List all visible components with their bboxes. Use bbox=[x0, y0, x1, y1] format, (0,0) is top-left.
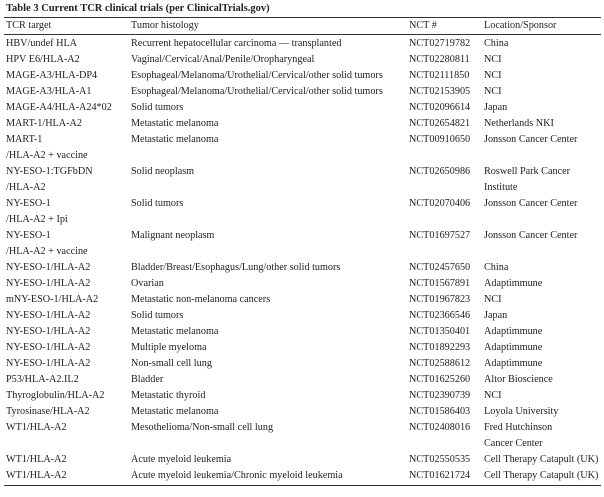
cell-tumor-histology: Metastatic thyroid bbox=[131, 390, 206, 401]
cell-nct-number: NCT01350401 bbox=[409, 326, 471, 337]
cell-tumor-histology bbox=[129, 436, 407, 452]
table-row bbox=[4, 324, 601, 340]
cell-tumor-histology: Metastatic non-melanoma cancers bbox=[131, 294, 271, 305]
cell-tcr-target: /HLA-A2 + Ipi bbox=[6, 214, 68, 225]
cell-nct-number: NCT02111850 bbox=[409, 70, 470, 81]
tcr-trials-table bbox=[4, 18, 601, 484]
cell-location-sponsor: NCI bbox=[484, 294, 502, 305]
table-row bbox=[4, 180, 601, 196]
cell-tcr-target: WT1/HLA-A2 bbox=[6, 470, 67, 481]
cell-tcr-target: WT1/HLA-A2 bbox=[6, 422, 67, 433]
cell-location-sponsor: Adaptimmune bbox=[484, 278, 543, 289]
table-row bbox=[4, 244, 601, 260]
cell-tcr-target: NY-ESO-1:TGFbDN bbox=[6, 166, 93, 177]
cell-tumor-histology: Mesothelioma/Non-small cell lung bbox=[131, 422, 274, 433]
table-row bbox=[4, 164, 601, 180]
column-header-tumor-histology: Tumor histology bbox=[129, 18, 407, 35]
cell-nct-number: NCT01892293 bbox=[409, 342, 471, 353]
cell-location-sponsor: NCI bbox=[484, 54, 502, 65]
cell-nct-number bbox=[407, 436, 482, 452]
cell-nct-number bbox=[407, 148, 482, 164]
cell-nct-number: NCT02588612 bbox=[409, 358, 471, 369]
table-row bbox=[4, 404, 601, 420]
cell-tcr-target: MART-1 bbox=[6, 134, 43, 145]
cell-location-sponsor: NCI bbox=[484, 390, 502, 401]
cell-location-sponsor: Japan bbox=[484, 310, 508, 321]
table-row bbox=[4, 52, 601, 68]
cell-location-sponsor: NCI bbox=[484, 70, 502, 81]
cell-tumor-histology: Esophageal/Melanoma/Urothelial/Cervical/other solid tumors bbox=[131, 70, 383, 81]
table-row bbox=[4, 308, 601, 324]
cell-tcr-target: mNY-ESO-1/HLA-A2 bbox=[6, 294, 99, 305]
table-row bbox=[4, 68, 601, 84]
cell-nct-number: NCT02366546 bbox=[409, 310, 471, 321]
cell-nct-number: NCT01697527 bbox=[409, 230, 471, 241]
table-body bbox=[4, 35, 601, 485]
cell-nct-number bbox=[407, 212, 482, 228]
table-row bbox=[4, 356, 601, 372]
cell-location-sponsor: Jonsson Cancer Center bbox=[484, 230, 578, 241]
table-caption: Table 3 Current TCR clinical trials (per ClinicalTrials.gov) bbox=[6, 3, 270, 14]
cell-location-sponsor bbox=[482, 148, 601, 164]
cell-tcr-target: MAGE-A3/HLA-A1 bbox=[6, 86, 92, 97]
cell-nct-number: NCT01586403 bbox=[409, 406, 471, 417]
table-row bbox=[4, 212, 601, 228]
cell-tcr-target: Thyroglobulin/HLA-A2 bbox=[6, 390, 105, 401]
cell-nct-number: NCT01567891 bbox=[409, 278, 471, 289]
cell-tcr-target: P53/HLA-A2.IL2 bbox=[6, 374, 79, 385]
table-row bbox=[4, 340, 601, 356]
cell-tcr-target: WT1/HLA-A2 bbox=[6, 454, 67, 465]
cell-nct-number: NCT00910650 bbox=[409, 134, 471, 145]
table-row bbox=[4, 292, 601, 308]
cell-location-sponsor: Adaptimmune bbox=[484, 326, 543, 337]
cell-tcr-target: Tyrosinase/HLA-A2 bbox=[6, 406, 90, 417]
cell-nct-number: NCT02280811 bbox=[409, 54, 470, 65]
cell-location-sponsor: Jonsson Cancer Center bbox=[484, 134, 578, 145]
cell-tumor-histology: Solid tumors bbox=[131, 310, 184, 321]
column-header-location-sponsor: Location/Sponsor bbox=[482, 18, 601, 35]
cell-tcr-target: NY-ESO-1 bbox=[6, 198, 51, 209]
cell-location-sponsor: Jonsson Cancer Center bbox=[484, 198, 578, 209]
cell-nct-number: NCT02070406 bbox=[409, 198, 471, 209]
cell-location-sponsor bbox=[482, 244, 601, 260]
cell-tumor-histology: Bladder bbox=[131, 374, 164, 385]
cell-nct-number: NCT02457650 bbox=[409, 262, 471, 273]
table-row bbox=[4, 228, 601, 244]
table-row bbox=[4, 436, 601, 452]
table-header-row bbox=[4, 18, 601, 35]
cell-tcr-target: NY-ESO-1/HLA-A2 bbox=[6, 310, 91, 321]
bottom-rule bbox=[4, 485, 601, 486]
cell-nct-number: NCT02390739 bbox=[409, 390, 471, 401]
cell-tcr-target: NY-ESO-1/HLA-A2 bbox=[6, 262, 91, 273]
cell-tumor-histology: Solid neoplasm bbox=[131, 166, 195, 177]
table-row bbox=[4, 132, 601, 148]
cell-location-sponsor: Netherlands NKI bbox=[484, 118, 554, 129]
cell-location-sponsor bbox=[482, 212, 601, 228]
cell-tumor-histology: Acute myeloid leukemia/Chronic myeloid leukemia bbox=[131, 470, 343, 481]
table-row bbox=[4, 35, 601, 53]
cell-tcr-target: HBV/undef HLA bbox=[6, 38, 78, 49]
table-row bbox=[4, 452, 601, 468]
cell-nct-number: NCT01621724 bbox=[409, 470, 471, 481]
cell-nct-number: NCT02153905 bbox=[409, 86, 471, 97]
cell-tumor-histology bbox=[129, 148, 407, 164]
cell-nct-number: NCT02096614 bbox=[409, 102, 471, 113]
cell-tumor-histology: Acute myeloid leukemia bbox=[131, 454, 232, 465]
cell-tcr-target: MART-1/HLA-A2 bbox=[6, 118, 82, 129]
cell-location-sponsor: Institute bbox=[484, 182, 518, 193]
cell-location-sponsor: Cell Therapy Catapult (UK) bbox=[484, 470, 599, 481]
cell-tcr-target: NY-ESO-1/HLA-A2 bbox=[6, 326, 91, 337]
cell-location-sponsor: Roswell Park Cancer bbox=[484, 166, 571, 177]
cell-location-sponsor: NCI bbox=[484, 86, 502, 97]
cell-nct-number: NCT02654821 bbox=[409, 118, 471, 129]
cell-nct-number: NCT02408016 bbox=[409, 422, 471, 433]
cell-nct-number: NCT02550535 bbox=[409, 454, 471, 465]
cell-location-sponsor: China bbox=[484, 262, 509, 273]
cell-tumor-histology: Metastatic melanoma bbox=[131, 118, 219, 129]
cell-tumor-histology: Bladder/Breast/Esophagus/Lung/other solid tumors bbox=[131, 262, 341, 273]
cell-location-sponsor: Cancer Center bbox=[484, 438, 543, 449]
table-row bbox=[4, 372, 601, 388]
cell-nct-number bbox=[407, 244, 482, 260]
cell-tumor-histology: Ovarian bbox=[131, 278, 164, 289]
table-row bbox=[4, 148, 601, 164]
cell-tumor-histology: Malignant neoplasm bbox=[131, 230, 215, 241]
table-row bbox=[4, 468, 601, 484]
cell-nct-number: NCT01625260 bbox=[409, 374, 471, 385]
cell-nct-number: NCT02650986 bbox=[409, 166, 471, 177]
cell-tumor-histology: Solid tumors bbox=[131, 198, 184, 209]
cell-tcr-target: /HLA-A2 + vaccine bbox=[6, 150, 88, 161]
table-row bbox=[4, 84, 601, 100]
cell-location-sponsor: Loyola University bbox=[484, 406, 559, 417]
cell-tcr-target: HPV E6/HLA-A2 bbox=[6, 54, 80, 65]
table-row bbox=[4, 260, 601, 276]
cell-tumor-histology: Metastatic melanoma bbox=[131, 134, 219, 145]
table-row bbox=[4, 420, 601, 436]
cell-tcr-target: /HLA-A2 bbox=[6, 182, 46, 193]
cell-tumor-histology bbox=[129, 180, 407, 196]
table-row bbox=[4, 100, 601, 116]
table-row bbox=[4, 196, 601, 212]
cell-tcr-target: NY-ESO-1/HLA-A2 bbox=[6, 342, 91, 353]
cell-tumor-histology: Non-small cell lung bbox=[131, 358, 212, 369]
cell-tcr-target: MAGE-A3/HLA-DP4 bbox=[6, 70, 98, 81]
table-row bbox=[4, 116, 601, 132]
cell-nct-number: NCT02719782 bbox=[409, 38, 471, 49]
cell-tumor-histology: Multiple myeloma bbox=[131, 342, 207, 353]
cell-tumor-histology: Vaginal/Cervical/Anal/Penile/Oropharyngeal bbox=[131, 54, 315, 65]
cell-tumor-histology: Recurrent hepatocellular carcinoma — transplanted bbox=[131, 38, 342, 49]
cell-tcr-target: MAGE-A4/HLA-A24*02 bbox=[6, 102, 112, 113]
column-header-nct-number: NCT # bbox=[407, 18, 482, 35]
column-header-tcr-target: TCR target bbox=[4, 18, 129, 35]
cell-location-sponsor: China bbox=[484, 38, 509, 49]
cell-tumor-histology: Metastatic melanoma bbox=[131, 326, 219, 337]
cell-nct-number: NCT01967823 bbox=[409, 294, 471, 305]
cell-tcr-target: NY-ESO-1/HLA-A2 bbox=[6, 358, 91, 369]
cell-tumor-histology: Solid tumors bbox=[131, 102, 184, 113]
cell-location-sponsor: Fred Hutchinson bbox=[484, 422, 553, 433]
cell-tcr-target: NY-ESO-1 bbox=[6, 230, 51, 241]
cell-location-sponsor: Adaptimmune bbox=[484, 358, 543, 369]
cell-tcr-target: /HLA-A2 + vaccine bbox=[6, 246, 88, 257]
cell-tumor-histology: Esophageal/Melanoma/Urothelial/Cervical/other solid tumors bbox=[131, 86, 383, 97]
cell-location-sponsor: Cell Therapy Catapult (UK) bbox=[484, 454, 599, 465]
cell-tumor-histology bbox=[129, 212, 407, 228]
cell-tcr-target: NY-ESO-1/HLA-A2 bbox=[6, 278, 91, 289]
cell-tumor-histology: Metastatic melanoma bbox=[131, 406, 219, 417]
cell-tcr-target bbox=[4, 436, 129, 452]
cell-location-sponsor: Altor Bioscience bbox=[484, 374, 553, 385]
cell-location-sponsor: Japan bbox=[484, 102, 508, 113]
cell-location-sponsor: Adaptimmune bbox=[484, 342, 543, 353]
table-row bbox=[4, 388, 601, 404]
table-row bbox=[4, 276, 601, 292]
cell-tumor-histology bbox=[129, 244, 407, 260]
cell-nct-number bbox=[407, 180, 482, 196]
